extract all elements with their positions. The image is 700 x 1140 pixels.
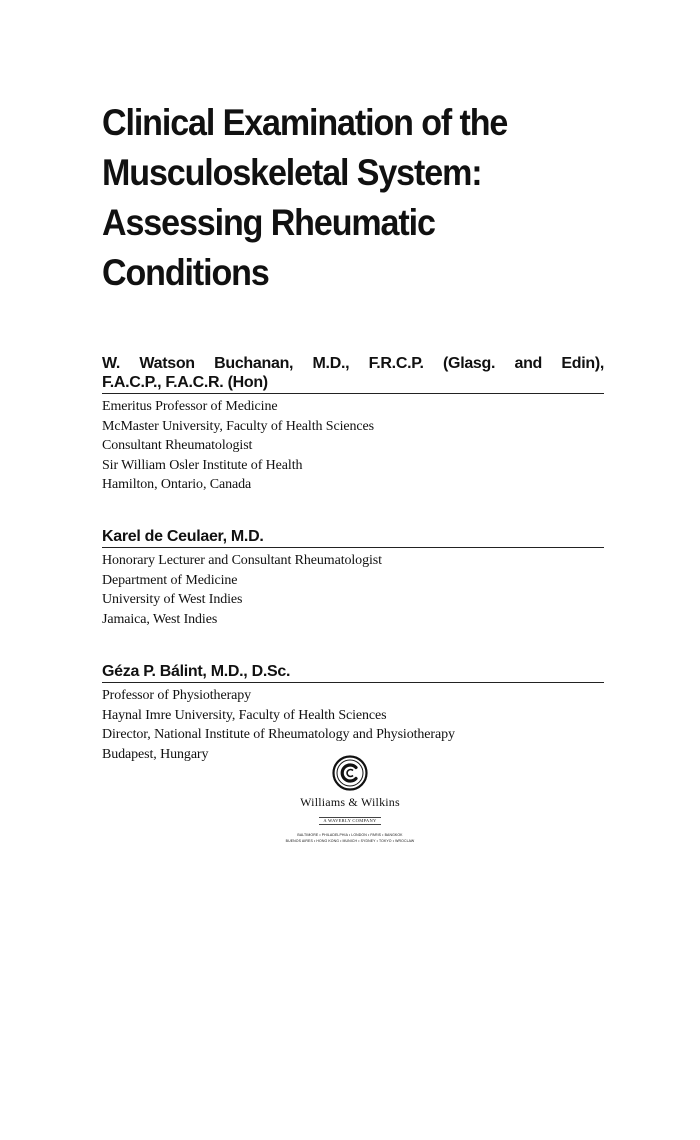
author-block-buchanan: [102, 354, 604, 495]
author-affiliations: [102, 397, 604, 495]
title-line: Conditions: [102, 252, 269, 293]
affiliation-line: Jamaica, West Indies: [102, 611, 218, 627]
affiliation-line: Professor of Physiotherapy: [102, 688, 252, 703]
affiliation-line: Department of Medicine: [102, 572, 238, 588]
publisher-cities: BALTIMORE • PHILADELPHIA • LONDON • PARIS • BANGKOK: [297, 833, 403, 837]
author-affiliations: [102, 551, 604, 629]
publisher-name: Williams & Wilkins: [300, 795, 400, 809]
publisher-subtitle: A WAVERLY COMPANY: [319, 817, 380, 825]
affiliation-line: Hamilton, Ontario, Canada: [102, 477, 252, 492]
author-name: W. Watson Buchanan, M.D., F.R.C.P. (Glasg. and Edin),: [102, 355, 604, 372]
author-affiliations: [102, 686, 604, 764]
affiliation-line: Emeritus Professor of Medicine: [102, 399, 278, 414]
title-line: Musculoskeletal System:: [102, 152, 482, 193]
publisher-cities: BUENOS AIRES • HONG KONG • MUNICH • SYDNEY • TOKYO • WROCLAW: [285, 838, 415, 843]
williams-wilkins-logo-icon: [332, 755, 368, 791]
author-name: Géza P. Bálint, M.D., D.Sc.: [102, 662, 604, 683]
publisher-imprint: [250, 755, 450, 843]
affiliation-line: Consultant Rheumatologist: [102, 438, 253, 453]
affiliation-line: Honorary Lecturer and Consultant Rheumatologist: [102, 553, 382, 568]
author-name: Karel de Ceulaer, M.D.: [102, 527, 604, 548]
affiliation-line: McMaster University, Faculty of Health Sciences: [102, 418, 374, 434]
title-line: Assessing Rheumatic: [102, 202, 435, 243]
affiliation-line: University of West Indies: [102, 592, 243, 607]
affiliation-line: Haynal Imre University, Faculty of Health Sciences: [102, 707, 387, 723]
affiliation-line: Budapest, Hungary: [102, 746, 209, 762]
author-block-de-ceulaer: [102, 527, 604, 629]
affiliation-line: Director, National Institute of Rheumatology and Physiotherapy: [102, 727, 455, 742]
author-credentials: F.A.C.P., F.A.C.R. (Hon): [102, 373, 604, 394]
affiliation-line: Sir William Osler Institute of Health: [102, 457, 303, 473]
title-line: Clinical Examination of the: [102, 102, 508, 143]
author-block-balint: [102, 662, 604, 764]
book-title: [102, 98, 617, 298]
